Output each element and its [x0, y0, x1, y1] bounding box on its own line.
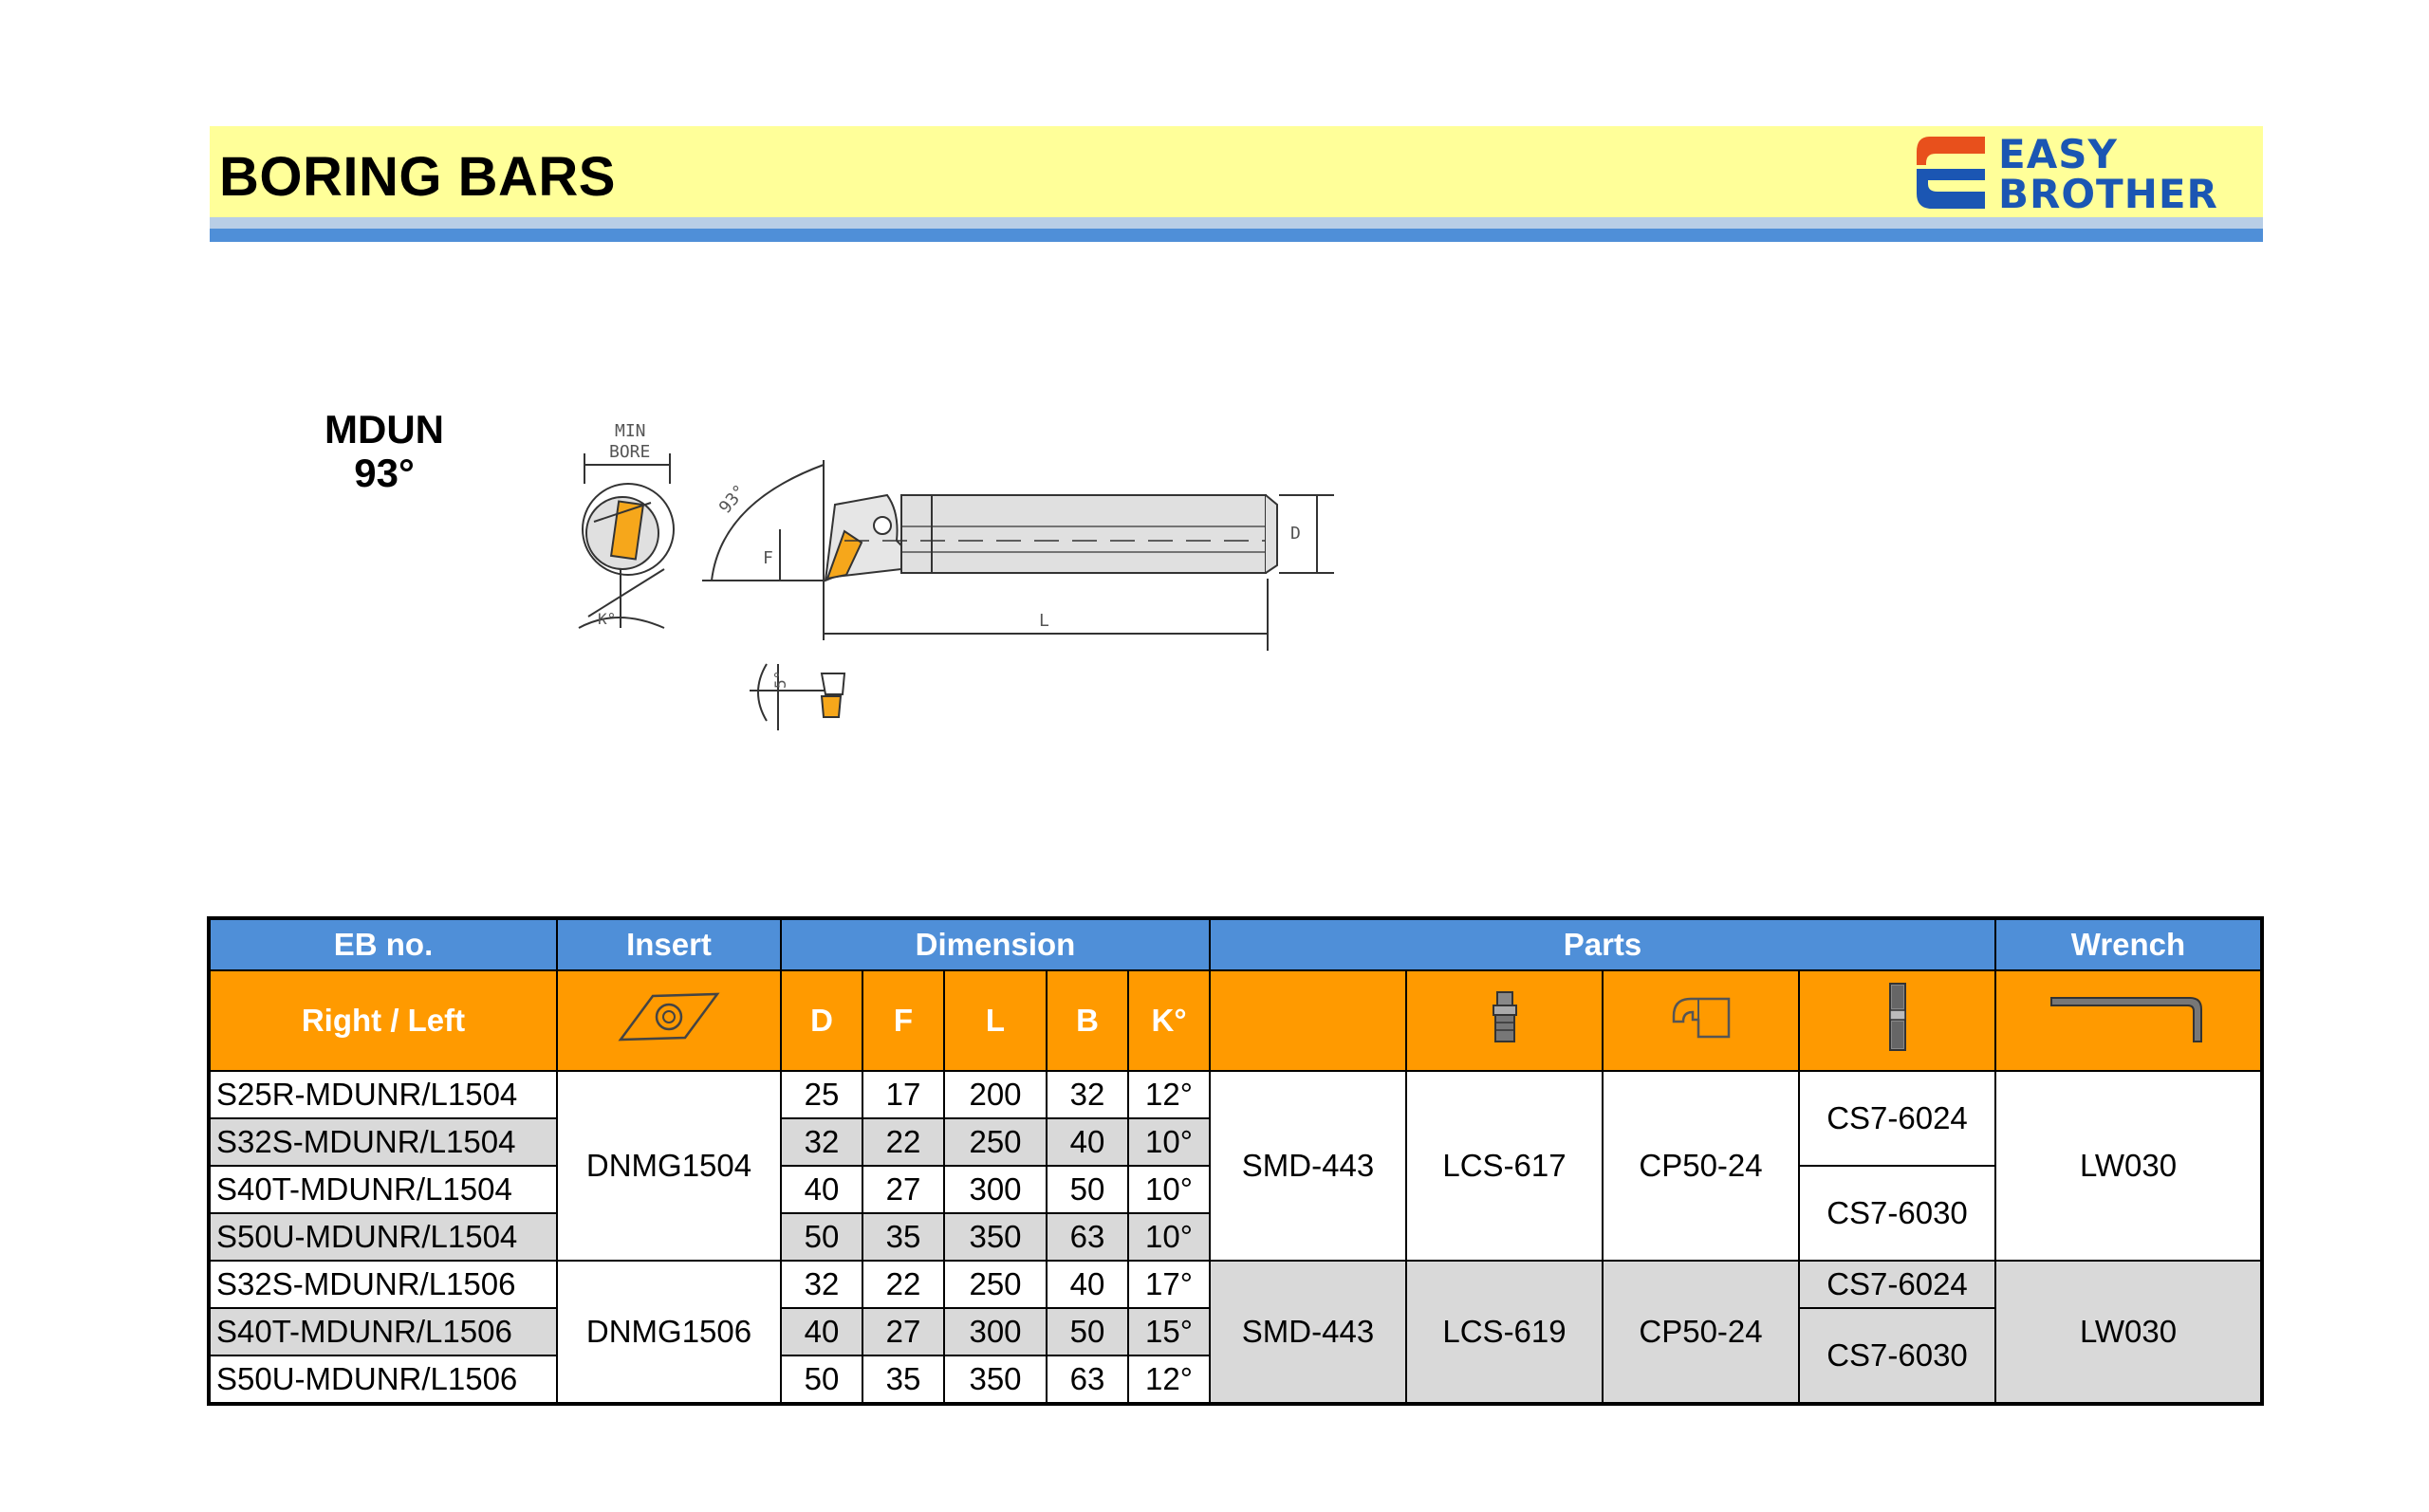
- dim-d: 32: [781, 1261, 862, 1308]
- table-row: [209, 1071, 2262, 1118]
- dim-k: 15°: [1128, 1308, 1210, 1355]
- logo-mark-icon: [1913, 133, 1989, 212]
- part-pin: CS7-6030: [1799, 1166, 1995, 1261]
- table-row: [209, 1261, 2262, 1308]
- eb-number: S25R-MDUNR/L1504: [209, 1071, 557, 1118]
- header-stripe-light: [210, 217, 2263, 229]
- dim-k: 10°: [1128, 1118, 1210, 1166]
- insert-icon-cell: [557, 970, 781, 1071]
- eb-number: S50U-MDUNR/L1506: [209, 1355, 557, 1404]
- clearance-angle-label: 5°: [771, 670, 789, 689]
- dim-b: 50: [1047, 1308, 1128, 1355]
- parts-clamp-icon-cell: [1603, 970, 1799, 1071]
- col-d: D: [781, 970, 862, 1071]
- logo-text-easy: EASY: [1998, 131, 2118, 177]
- dim-l: 350: [944, 1355, 1047, 1404]
- screw-icon: [1489, 988, 1521, 1045]
- dim-l: 300: [944, 1166, 1047, 1213]
- clearance-detail: [750, 664, 844, 730]
- l-label: L: [1039, 611, 1049, 631]
- dim-k: 10°: [1128, 1166, 1210, 1213]
- col-k: K°: [1128, 970, 1210, 1071]
- header-stripe-blue: [210, 229, 2263, 242]
- page-title: BORING BARS: [219, 146, 616, 208]
- dim-k: 10°: [1128, 1213, 1210, 1261]
- insert-diamond-icon: [617, 988, 721, 1045]
- wrench-code: LW030: [1995, 1261, 2262, 1404]
- col-f: F: [862, 970, 944, 1071]
- col-l: L: [944, 970, 1047, 1071]
- col-parts: Parts: [1210, 918, 1995, 970]
- eb-number: S50U-MDUNR/L1504: [209, 1213, 557, 1261]
- dim-f: 22: [862, 1261, 944, 1308]
- wrench-code: LW030: [1995, 1071, 2262, 1261]
- dim-k: 17°: [1128, 1261, 1210, 1308]
- part-pin: CS7-6024: [1799, 1261, 1995, 1308]
- dim-k: 12°: [1128, 1071, 1210, 1118]
- wrench-icon-cell: [1995, 970, 2262, 1071]
- col-right-left: Right / Left: [209, 970, 557, 1071]
- insert-code: DNMG1506: [557, 1261, 781, 1404]
- insert-code: DNMG1504: [557, 1071, 781, 1261]
- end-view: [579, 421, 674, 628]
- dim-l: 300: [944, 1308, 1047, 1355]
- approach-angle-label: 93°: [714, 481, 751, 518]
- model-name: MDUN: [324, 407, 444, 452]
- part-clamp-screw: LCS-619: [1406, 1261, 1603, 1404]
- dim-f: 27: [862, 1308, 944, 1355]
- min-bore-label-1: MIN: [615, 421, 646, 441]
- col-dimension: Dimension: [781, 918, 1210, 970]
- parts-screw-icon-cell: [1406, 970, 1603, 1071]
- easy-brother-logo: [1913, 131, 2251, 217]
- col-b: B: [1047, 970, 1128, 1071]
- dim-d: 32: [781, 1118, 862, 1166]
- dim-b: 63: [1047, 1213, 1128, 1261]
- dim-d: 25: [781, 1071, 862, 1118]
- dim-l: 250: [944, 1261, 1047, 1308]
- eb-number: S32S-MDUNR/L1506: [209, 1261, 557, 1308]
- part-clamp: CP50-24: [1603, 1261, 1799, 1404]
- dim-l: 350: [944, 1213, 1047, 1261]
- eb-number: S40T-MDUNR/L1504: [209, 1166, 557, 1213]
- dim-l: 250: [944, 1118, 1047, 1166]
- min-bore-label-2: BORE: [609, 442, 651, 462]
- part-screw: SMD-443: [1210, 1071, 1406, 1261]
- model-label: [285, 408, 484, 495]
- part-clamp: CP50-24: [1603, 1071, 1799, 1261]
- dim-f: 22: [862, 1118, 944, 1166]
- col-wrench: Wrench: [1995, 918, 2262, 970]
- dim-b: 63: [1047, 1355, 1128, 1404]
- part-screw: SMD-443: [1210, 1261, 1406, 1404]
- specification-table: [207, 916, 2264, 1406]
- eb-number: S40T-MDUNR/L1506: [209, 1308, 557, 1355]
- dim-d: 50: [781, 1355, 862, 1404]
- model-angle: 93°: [354, 451, 415, 495]
- dim-b: 40: [1047, 1118, 1128, 1166]
- dim-b: 40: [1047, 1261, 1128, 1308]
- part-pin: CS7-6030: [1799, 1308, 1995, 1404]
- eb-number: S32S-MDUNR/L1504: [209, 1118, 557, 1166]
- k-angle-label: K°: [598, 610, 617, 628]
- dim-f: 35: [862, 1355, 944, 1404]
- logo-text-brother: BROTHER: [1998, 171, 2218, 217]
- header-row-2: [209, 970, 2262, 1071]
- side-view: [702, 460, 1334, 651]
- col-insert: Insert: [557, 918, 781, 970]
- dim-l: 200: [944, 1071, 1047, 1118]
- dim-f: 35: [862, 1213, 944, 1261]
- boring-bar-drawing: [560, 408, 1528, 749]
- parts-screw-blank: [1210, 970, 1406, 1071]
- parts-pin-icon-cell: [1799, 970, 1995, 1071]
- col-eb-no: EB no.: [209, 918, 557, 970]
- clamp-icon: [1670, 993, 1733, 1041]
- dim-b: 50: [1047, 1166, 1128, 1213]
- dim-f: 17: [862, 1071, 944, 1118]
- d-label: D: [1290, 524, 1301, 544]
- dim-d: 40: [781, 1166, 862, 1213]
- dim-f: 27: [862, 1166, 944, 1213]
- part-clamp-screw: LCS-617: [1406, 1071, 1603, 1261]
- hex-wrench-icon: [2048, 988, 2209, 1045]
- dim-d: 40: [781, 1308, 862, 1355]
- header-row-1: [209, 918, 2262, 970]
- part-pin: CS7-6024: [1799, 1071, 1995, 1166]
- pin-icon: [1885, 982, 1910, 1052]
- dim-d: 50: [781, 1213, 862, 1261]
- f-label: F: [763, 548, 773, 568]
- dim-k: 12°: [1128, 1355, 1210, 1404]
- dim-b: 32: [1047, 1071, 1128, 1118]
